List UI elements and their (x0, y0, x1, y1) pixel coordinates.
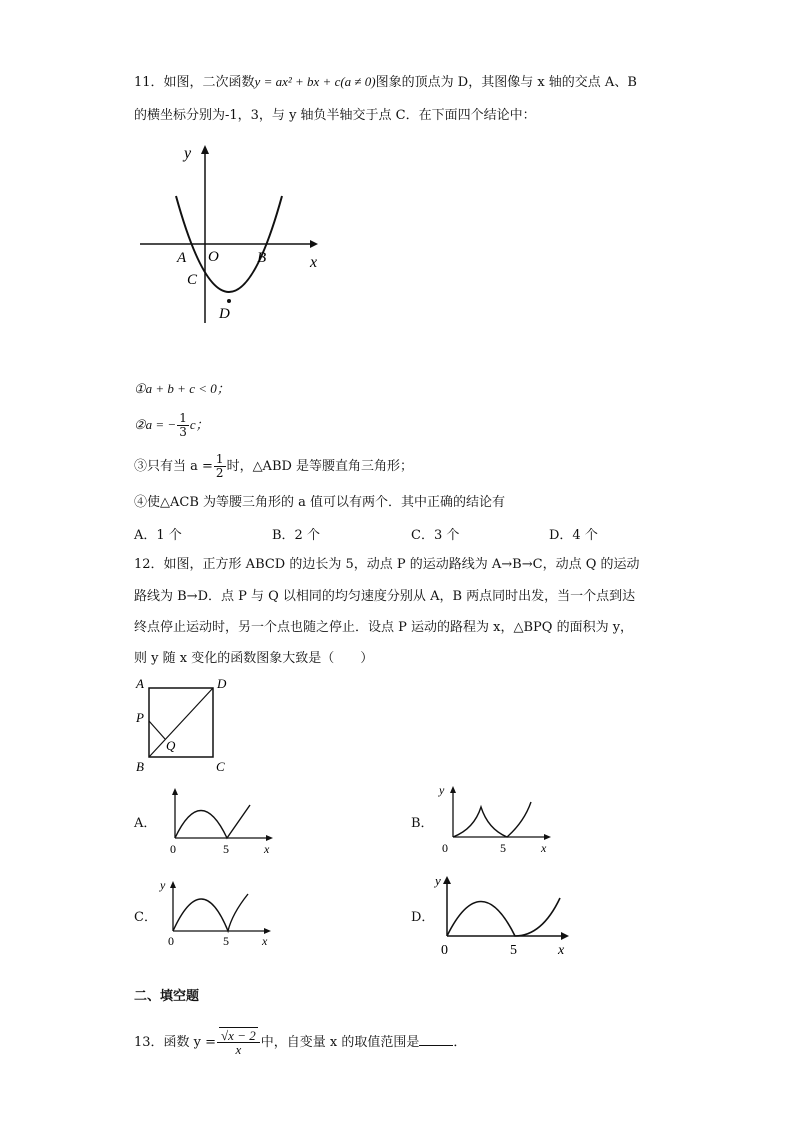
axis-y-label: y (439, 783, 445, 797)
q12-square-figure (132, 674, 242, 778)
axis-y-label: y (160, 878, 166, 892)
curve (447, 898, 560, 936)
q12-option-a-graph[interactable] (158, 785, 280, 857)
q11-conclusion-1: ①a + b + c < 0； (134, 381, 230, 396)
axis-x-label: x (262, 934, 268, 948)
q11-conclusion-3 (134, 453, 413, 480)
sq-label-A: A (136, 676, 144, 691)
section-title: 二、填空题 (134, 989, 200, 1004)
q12-option-d-label[interactable]: D． (411, 910, 435, 925)
q13-sqrt: √x − 2 (221, 1028, 256, 1043)
c2-den: 3 (179, 425, 187, 439)
q12-option-b-label[interactable]: B． (411, 816, 434, 831)
tick-5-label: 5 (510, 943, 517, 958)
c2-post: c； (189, 417, 209, 432)
x-axis-arrow (310, 240, 318, 248)
origin-label: 0 (170, 842, 176, 856)
axis-x-arrow (266, 835, 273, 841)
axis-y-label: y (435, 873, 441, 888)
origin-label: 0 (441, 943, 448, 958)
c3-num: 1 (215, 452, 224, 466)
q11-line2: 的横坐标分别为-1，3，与 y 轴负半轴交于点 C．在下面四个结论中： (134, 108, 536, 123)
graph-label-O: O (208, 249, 219, 265)
axis-y-arrow (170, 881, 176, 888)
graph-label-A: A (177, 250, 187, 266)
q11-option-a[interactable]: A．1 个 (134, 528, 182, 543)
q11-option-b[interactable]: B．2 个 (272, 528, 320, 543)
q13-end: ． (453, 1035, 467, 1050)
graph-label-D: D (219, 306, 230, 322)
q12-line2: 路线为 B→D．点 P 与 Q 以相同的均匀速度分别从 A，B 两点同时出发，当一个点到达 (134, 589, 636, 604)
graph-label-C: C (187, 272, 198, 288)
c3-post: 时，△ABD 是等腰直角三角形； (226, 459, 414, 474)
q12-option-c-label[interactable]: C． (134, 910, 157, 925)
axis-x-label: x (558, 943, 565, 958)
q11-conclusion-2 (134, 412, 209, 439)
origin-label: 0 (168, 934, 174, 948)
y-axis-arrow (201, 145, 209, 154)
tick-5-label: 5 (223, 842, 229, 856)
segment-pq (149, 721, 165, 739)
curve (175, 805, 250, 838)
origin-label: 0 (442, 841, 448, 855)
axis-y-arrow (443, 876, 451, 884)
sq-label-Q: Q (166, 738, 176, 753)
q11-intro: 11．如图，二次函数 (134, 75, 255, 90)
q13-den: x (235, 1042, 242, 1057)
curve (453, 802, 531, 837)
graph-label-B: B (257, 250, 267, 266)
q12-line1: 12．如图，正方形 ABCD 的边长为 5，动点 P 的运动路线为 A→B→C，动点 Q 的运动 (134, 557, 640, 572)
q13-post: 中，自变量 x 的取值范围是 (260, 1035, 420, 1050)
q12-option-a-label[interactable]: A． (134, 816, 157, 831)
axis-x-arrow (544, 834, 551, 840)
sq-label-D: D (217, 676, 227, 691)
c2-fraction (177, 412, 189, 439)
tick-5-label: 5 (223, 934, 229, 948)
q11-parabola-graph (130, 138, 330, 328)
sq-label-B: B (136, 759, 144, 774)
q12-option-b-graph[interactable] (436, 779, 558, 857)
axis-x-label: x (541, 841, 547, 855)
q13-num (217, 1029, 260, 1043)
q11-conclusion-4: ④使△ACB 为等腰三角形的 a 值可以有两个．其中正确的结论有 (134, 495, 506, 510)
tick-5-label: 5 (500, 841, 506, 855)
axis-y-arrow (450, 786, 456, 793)
diagonal-bd (149, 688, 213, 757)
q12-line3: 终点停止运动时，另一个点也随之停止．设点 P 运动的路程为 x，△BPQ 的面积为 y， (134, 620, 634, 635)
q12-line4: 则 y 随 x 变化的函数图象大致是（ ） (134, 651, 374, 666)
q11-line1 (134, 73, 637, 92)
q11-option-d[interactable]: D．4 个 (549, 528, 598, 543)
q11-equation: y = ax² + bx + c(a ≠ 0) (254, 74, 376, 89)
axis-x-label: x (264, 842, 270, 856)
axis-x-arrow (561, 932, 569, 940)
c2-pre: ②a = − (134, 417, 177, 432)
q11-option-c[interactable]: C．3 个 (411, 528, 460, 543)
c3-pre: ③只有当 a = (134, 459, 213, 474)
q13-pre: 13．函数 y = (134, 1035, 217, 1050)
c3-den: 2 (215, 466, 224, 480)
axis-y-arrow (172, 788, 178, 795)
q13-fraction (217, 1029, 260, 1056)
sq-label-C: C (216, 759, 225, 774)
q12-option-d-graph[interactable] (430, 870, 580, 960)
sq-label-P: P (136, 710, 144, 725)
q13-answer-blank[interactable] (419, 1033, 453, 1046)
vertex-point (227, 299, 231, 303)
q11-intro-b: 图象的顶点为 D，其图像与 x 轴的交点 A、B (375, 75, 637, 90)
graph-label-y: y (184, 145, 192, 162)
c2-num: 1 (179, 411, 187, 425)
curve (173, 894, 248, 931)
c3-fraction (214, 453, 226, 480)
q13-line (134, 1029, 466, 1056)
q12-option-c-graph[interactable] (156, 876, 278, 948)
graph-label-x: x (310, 254, 318, 271)
